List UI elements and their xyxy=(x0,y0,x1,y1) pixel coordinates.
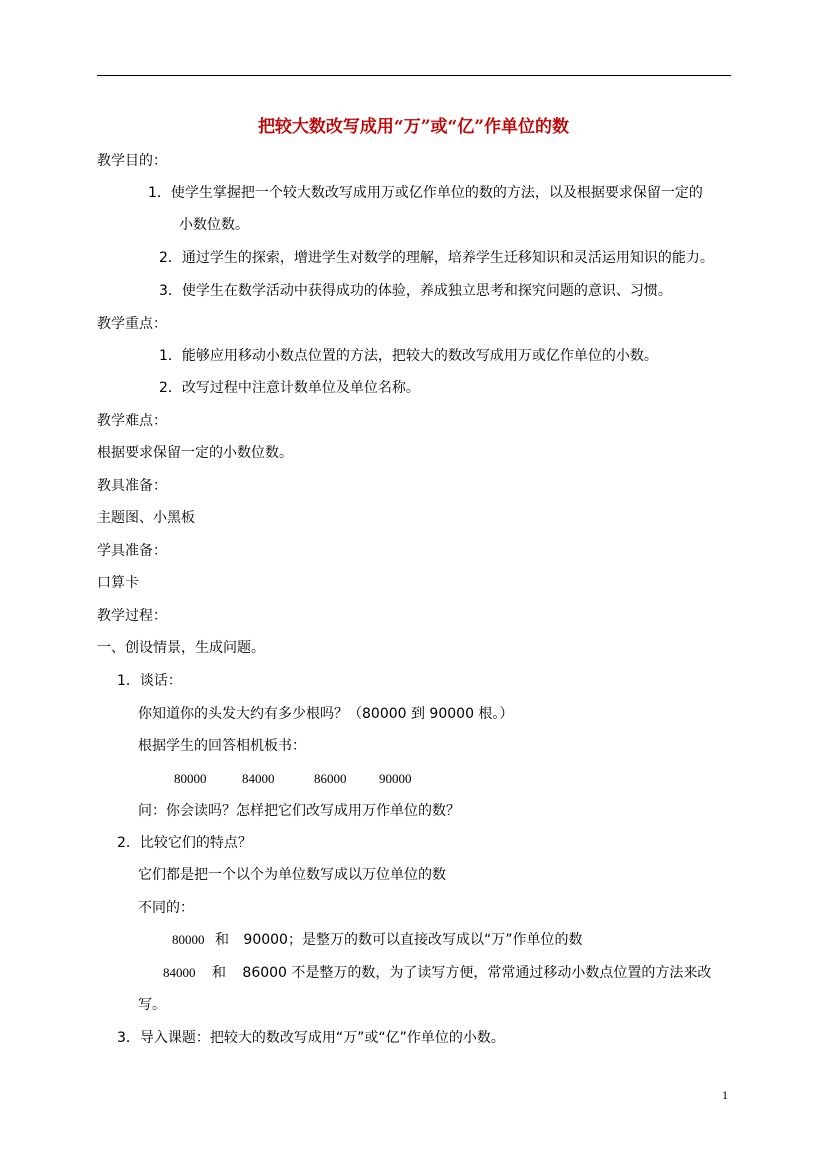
diff-line-2 xyxy=(163,964,711,982)
objective-1-line-2: 小数位数。 xyxy=(179,217,249,233)
diff-1-rest: 90000；是整万的数可以直接改写成以“万”作单位的数 xyxy=(243,932,583,948)
page-title: 把较大数改写成用“万”或“亿”作单位的数 xyxy=(257,117,570,137)
process-section-1: 一、创设情景，生成问题。 xyxy=(97,640,265,656)
objective-3: 3．使学生在数学活动中获得成功的体验，养成独立思考和探究问题的意识、习惯。 xyxy=(159,283,672,299)
diff-2-number: 84000 xyxy=(163,965,196,980)
process-step-2: 2．比较它们的特点？ xyxy=(117,835,252,851)
diff-2-rest: 86000 不是整万的数，为了读写方便，常常通过移动小数点位置的方法来改 xyxy=(242,965,712,981)
board-numbers xyxy=(174,770,412,788)
diff-1-number: 80000 xyxy=(172,932,205,947)
board-number: 90000 xyxy=(379,771,412,786)
process-step-2-same: 它们都是把一个以个为单位数写成以万位单位的数 xyxy=(138,867,446,883)
diff-line-1 xyxy=(172,931,582,949)
board-number: 86000 xyxy=(314,771,347,786)
board-number: 80000 xyxy=(174,771,207,786)
key-point-2: 2．改写过程中注意计数单位及单位名称。 xyxy=(159,380,420,396)
difficulties-heading: 教学难点： xyxy=(97,413,167,429)
objective-1-line-1: 1．使学生掌握把一个较大数改写成用万或亿作单位的数的方法，以及根据要求保留一定的 xyxy=(148,185,703,201)
process-step-1: 1．谈话： xyxy=(117,673,182,689)
diff-1-and: 和 xyxy=(214,932,229,948)
process-step-3: 3．导入课题：把较大的数改写成用“万”或“亿”作单位的小数。 xyxy=(117,1030,505,1046)
board-number: 84000 xyxy=(242,771,275,786)
objectives-heading: 教学目的： xyxy=(97,153,167,169)
teacher-tools-text: 主题图、小黑板 xyxy=(97,510,195,526)
teacher-tools-heading: 教具准备： xyxy=(97,478,167,494)
diff-line-2-tail: 写。 xyxy=(138,997,166,1013)
process-step-2-diff: 不同的： xyxy=(138,900,194,916)
difficulties-text: 根据要求保留一定的小数位数。 xyxy=(97,445,293,461)
student-tools-heading: 学具准备： xyxy=(97,543,167,559)
process-step-1-question: 你知道你的头发大约有多少根吗？（80000 到 90000 根。） xyxy=(138,706,514,722)
process-step-1-board: 根据学生的回答相机板书： xyxy=(138,738,306,754)
page-number: 1 xyxy=(722,1088,728,1102)
student-tools-text: 口算卡 xyxy=(97,575,139,591)
header-rule xyxy=(97,75,731,76)
process-step-1-ask: 问：你会读吗？怎样把它们改写成用万作单位的数？ xyxy=(138,803,460,819)
key-point-1: 1．能够应用移动小数点位置的方法，把较大的数改写成用万或亿作单位的小数。 xyxy=(159,348,658,364)
diff-2-and: 和 xyxy=(211,965,226,981)
objective-2: 2．通过学生的探索，增进学生对数学的理解，培养学生迁移知识和灵活运用知识的能力。 xyxy=(159,250,714,266)
key-points-heading: 教学重点： xyxy=(97,316,167,332)
process-heading: 教学过程： xyxy=(97,608,167,624)
